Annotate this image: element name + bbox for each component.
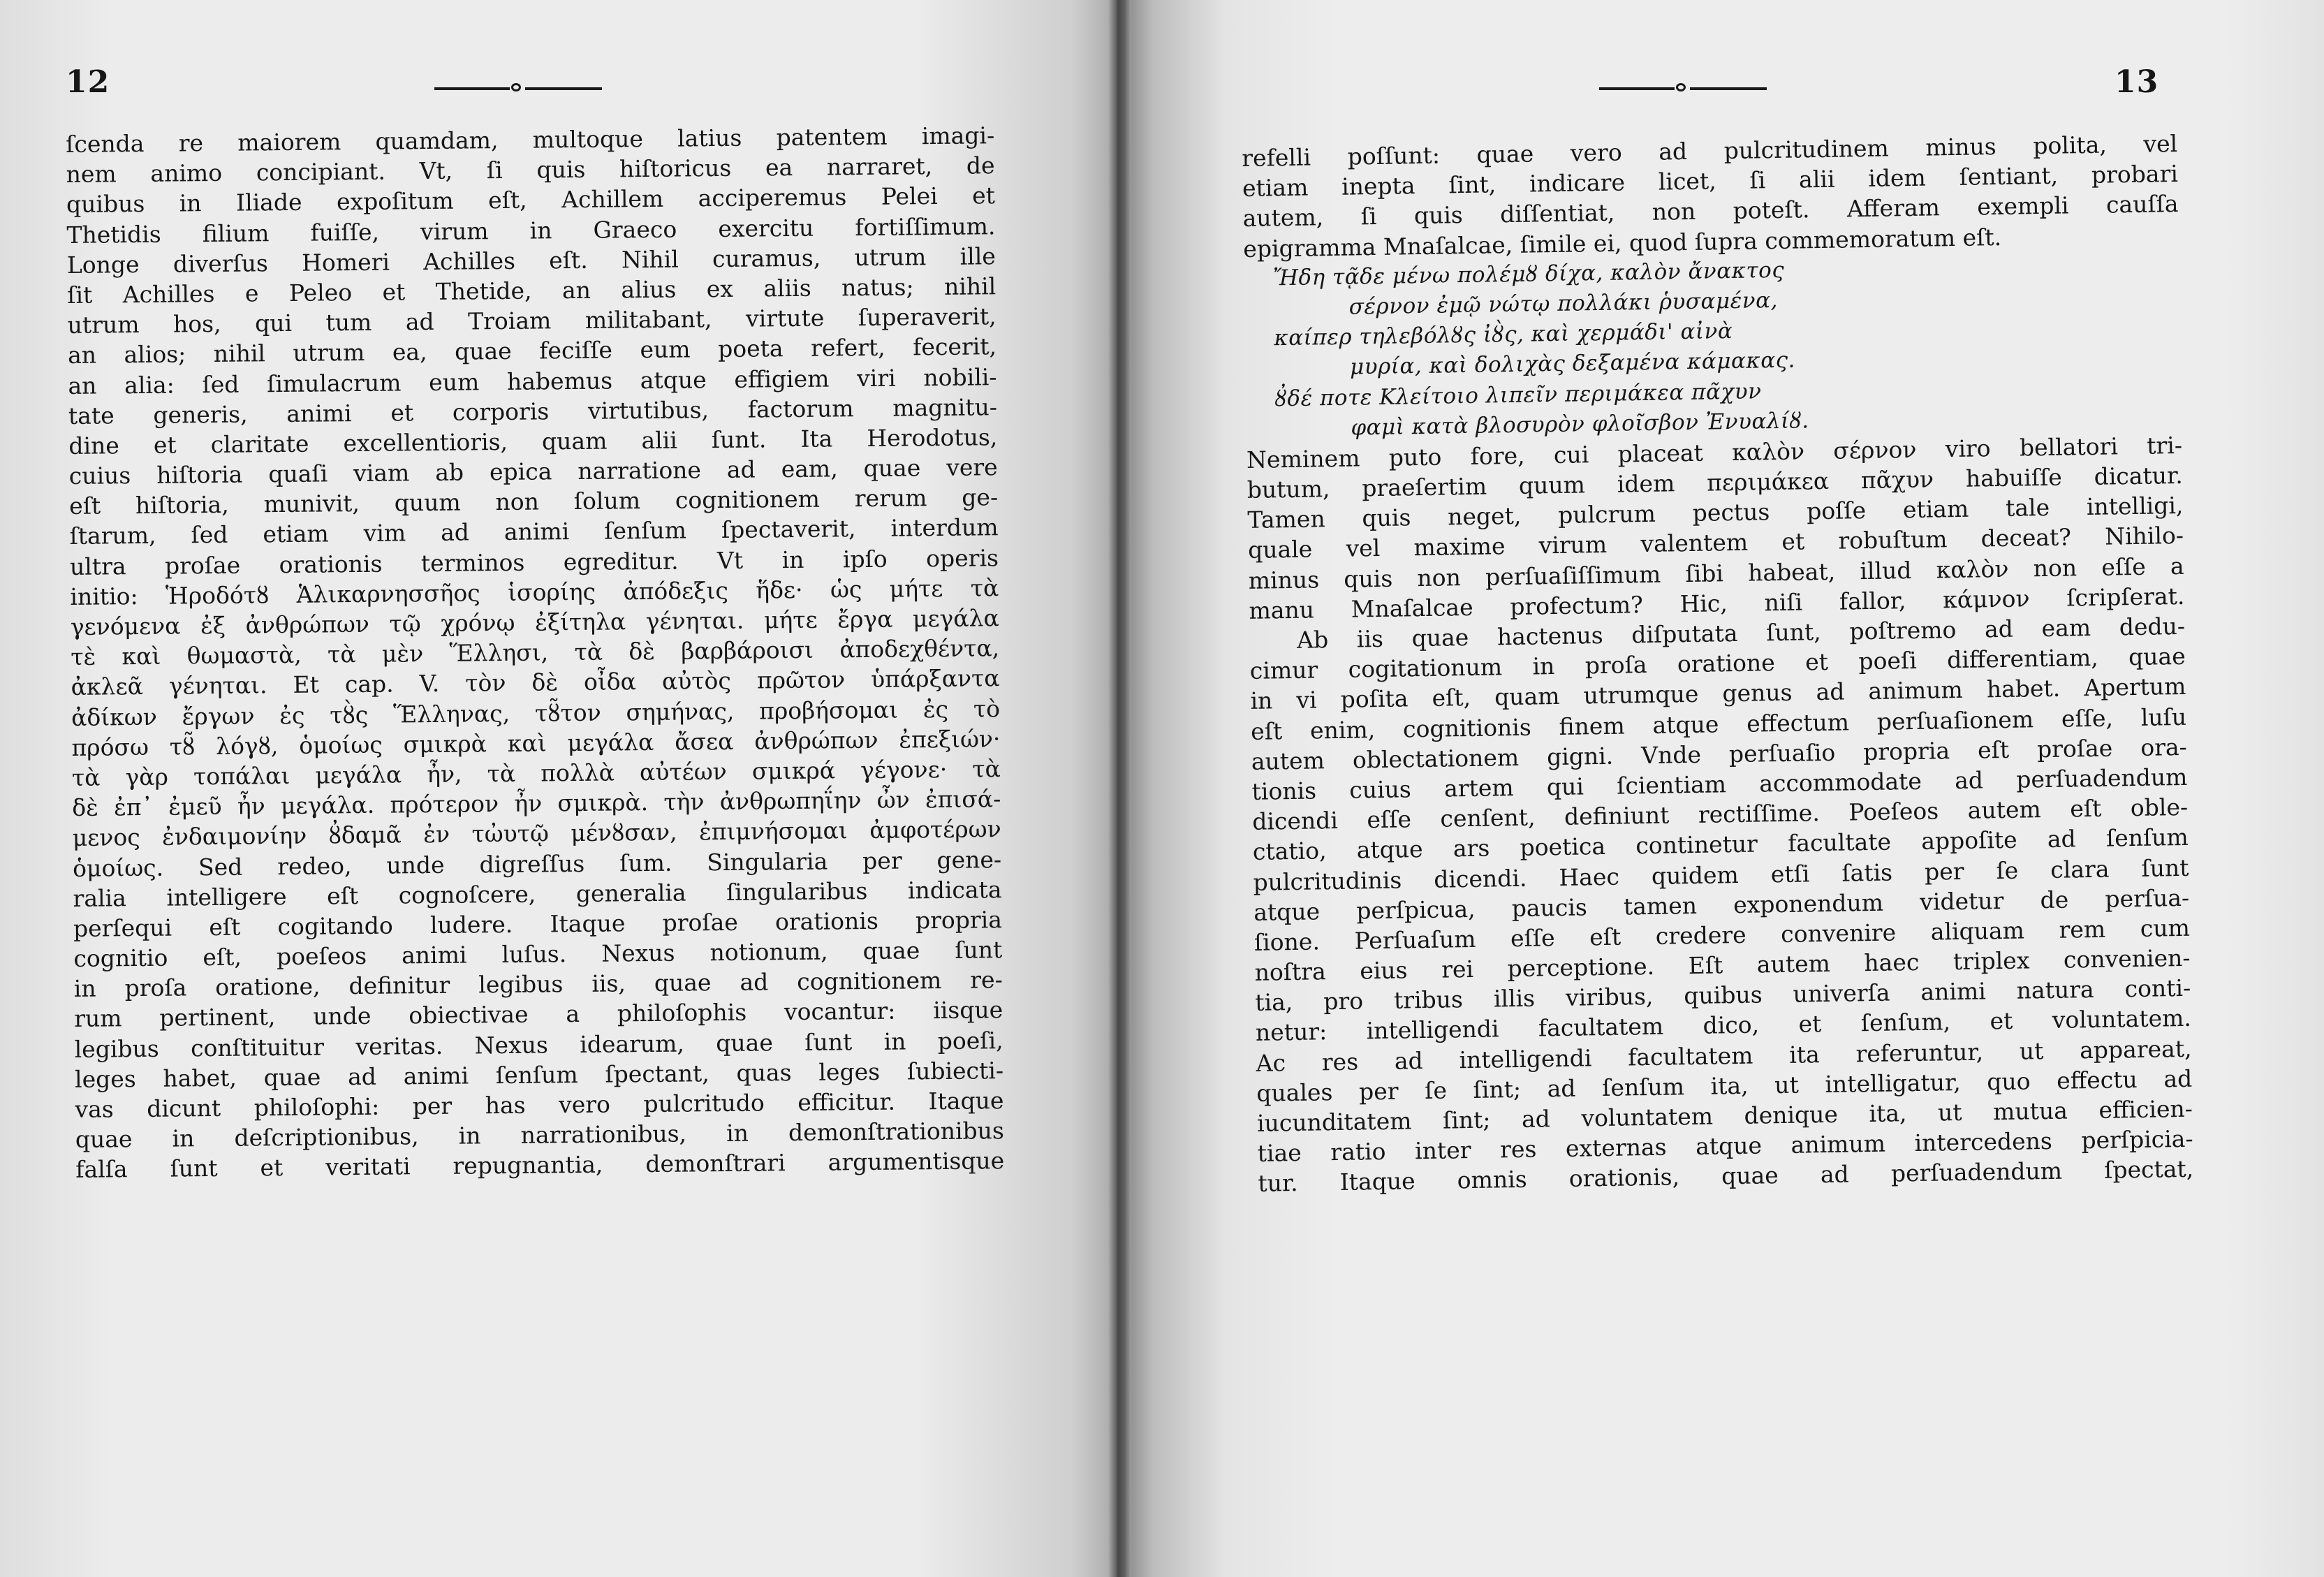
text-line: rum pertinent, unde obiectivae a philoſophis vocantur: iisque <box>74 996 1003 1033</box>
text-line: Ac res ad intelligendi facultatem ita referuntur, ut appareat, <box>1256 1034 2192 1077</box>
text-line: dine et claritate excellentioris, quam alii ſunt. Ita Herodotus, <box>68 423 998 460</box>
text-line: tionis cuius artem qui ſcientiam accommodate ad perſuadendum <box>1251 763 2188 805</box>
text-line: cuius hiſtoria quaſi viam ab epica narratione ad eam, quae vere <box>68 453 998 490</box>
text-line: butum, praeſertim quum idem περιμάκεα πᾶχυν habuiſſe dicatur. <box>1246 461 2183 504</box>
text-line: noſtra eius rei perceptione. Eſt autem haec triplex convenien- <box>1254 944 2191 986</box>
text-line: atque perſpicua, paucis tamen exponendum videtur de perſua- <box>1253 883 2190 926</box>
text-line: quale vel maxime virum valentem et robuſtum deceat? Nihilo- <box>1247 522 2184 564</box>
text-line: cognitio eſt, poeſeos animi luſus. Nexus notionum, quae ſunt <box>73 936 1003 973</box>
right-page <box>1117 0 2324 1577</box>
header-ornament-left <box>434 85 602 94</box>
text-line-greek: πρόσω τȣ̃ λόγȣ, ὁμοίως σμικρὰ καὶ μεγάλα ἄσεα ἀνθρώπων ἐπεξιών· <box>71 724 1001 761</box>
text-line-greek: ἀκλεᾶ γένηται. Et cap. V. τὸν δὲ οἶδα αὐτὸς πρῶτον ὑπάρξαντα <box>71 664 1000 701</box>
text-line-paragraph-start: Ab iis quae hactenus diſputata ſunt, poſtremo ad eam dedu- <box>1296 612 2186 654</box>
header-ornament-right <box>1599 85 1767 94</box>
text-line: in vi poſita eſt, quam utrumque genus ad animum habet. Apertum <box>1250 673 2186 715</box>
text-line: epigramma Mnaſalcae, ſimile ei, quod ſupra commemoratum eſt. <box>1243 223 2002 263</box>
text-line: ſtarum, ſed etiam vim ad animi ſenſum ſpectaverit, interdum <box>69 513 999 550</box>
text-line: autem, ſi quis diſſentiat, non poteſt. Afferam exempli cauſſa <box>1242 190 2179 233</box>
verse-line: ȣ̓δέ ποτε Κλείτοιο λιπεῖν περιμάκεα πᾶχυν <box>1274 378 1762 411</box>
text-line: tate generis, animi et corporis virtutibus, factorum magnitu- <box>68 393 998 430</box>
text-line-greek: δὲ ἐπ᾽ ἐμεῦ ἦν μεγάλα. πρότερον ἦν σμικρὰ. τὴν ἀνθρωπηΐην ὦν ἐπισά- <box>72 785 1001 822</box>
text-line: ctatio, atque ars poetica continetur facultate appoſite ad ſenſum <box>1252 823 2189 866</box>
text-line-greek: μενος ἐνδαιμονίην ȣ̓δαμᾶ ἐν τὠυτῷ μένȣσαν, ἐπιμνήσομαι ἀμφοτέρων <box>72 815 1001 852</box>
text-line: utrum hos, qui tum ad Troiam militabant, virtute ſuperaverit, <box>67 302 996 339</box>
right-page-text <box>1242 129 2194 1198</box>
text-line-greek: ἀδίκων ἔργων ἐς τȣ̀ς Ἕλληνας, τȣ̃τον σημήνας, προβήσομαι ἐς τὸ <box>71 694 1001 731</box>
text-line-greek: γενόμενα ἐξ ἀνθρώπων τῷ χρόνῳ ἐξίτηλα γένηται. μήτε ἔργα μεγάλα <box>70 604 999 640</box>
text-line: quibus in Iliade expoſitum eſt, Achillem acciperemus Pelei et <box>66 182 996 219</box>
text-line: ſione. Perſuaſum eſſe eſt credere convenire aliquam rem cum <box>1253 914 2191 956</box>
text-line: manu Mnaſalcae profectum? Hic, niſi fallor, κάμνον ſcripſerat. <box>1249 582 2185 624</box>
text-line: minus quis non perſuaſiſſimum ſibi habeat, illud καλὸν non eſſe a <box>1248 552 2184 594</box>
text-line: falſa ſunt et veritati repugnantia, demonſtrari argumentisque <box>75 1147 1005 1184</box>
text-line: tur. Itaque omnis orationis, quae ad perſuadendum ſpectat, <box>1258 1155 2194 1198</box>
text-line: tia, pro tribus illis viribus, quibus univerſa animi natura conti- <box>1255 974 2191 1017</box>
text-line: Tamen quis neget, pulcrum pectus poſſe etiam tale intelligi, <box>1247 492 2184 534</box>
verse-line: μυρία, καὶ δολιχὰς δεξαμένα κάμακας. <box>1349 347 1796 380</box>
text-line: ὁμοίως. Sed redeo, unde digreſſus ſum. Singularia per gene- <box>72 845 1002 882</box>
text-line: Thetidis filium fuiſſe, virum in Graeco exercitu fortiſſimum. <box>66 212 996 249</box>
text-line: nem animo concipiant. Vt, ſi quis hiſtoricus ea narraret, de <box>66 152 995 189</box>
text-line: eſt enim, cognitionis finem atque effectum perſuaſionem eſſe, luſu <box>1250 703 2187 745</box>
text-line: etiam inepta ſint, indicare licet, ſi alii idem ſentiant, probari <box>1242 160 2179 203</box>
verse-line: καίπερ τηλεβόλȣς ἰȣ̀ς, καὶ χερμάδι' αἰνὰ <box>1274 318 1733 351</box>
left-page <box>0 0 1117 1577</box>
text-line: vas dicunt philoſophi: per has vero pulcritudo efficitur. Itaque <box>75 1087 1004 1123</box>
verse-line: φαμὶ κατὰ βλοσυρὸν φλοῖσβον Ἐνυαλίȣ. <box>1351 407 1809 441</box>
left-page-text <box>66 120 1004 1184</box>
text-line: leges habet, quae ad animi ſenſum ſpectant, quas leges ſubiecti- <box>74 1056 1004 1093</box>
text-line: refelli poſſunt: quae vero ad pulcritudinem minus polita, vel <box>1242 129 2178 172</box>
text-line: quales per ſe ſint; ad ſenſum ita, ut intelligatur, quo effectu ad <box>1256 1064 2193 1107</box>
text-line: pulcritudinis dicendi. Haec quidem etſi ſatis per ſe clara ſunt <box>1253 853 2189 896</box>
text-line: iucunditatem ſint; ad voluntatem denique ita, ut mutua efficien- <box>1256 1094 2193 1137</box>
page-number-right: 13 <box>2115 64 2159 100</box>
text-line: legibus conſtituitur veritas. Nexus idearum, quae ſunt in poeſi, <box>74 1026 1003 1063</box>
text-line: quae in deſcriptionibus, in narrationibus, in demonſtrationibus <box>75 1117 1005 1154</box>
text-line: ſit Achilles e Peleo et Thetide, an alius ex aliis natus; nihil <box>67 272 996 309</box>
text-line: Neminem puto fore, cui placeat καλὸν σέρνον viro bellatori tri- <box>1246 431 2183 474</box>
text-line: eſt hiſtoria, munivit, quum non ſolum cognitionem rerum ge- <box>68 483 999 520</box>
text-line: cimur cogitationum in proſa oratione et poeſi differentiam, quae <box>1249 643 2186 685</box>
text-line: ralia intelligere eſt cognoſcere, generalia ſingularibus indicata <box>73 875 1002 912</box>
text-line: Longe diverſus Homeri Achilles eſt. Nihil curamus, utrum ille <box>66 242 996 279</box>
text-line-greek: initio: Ἡροδότȣ Ἁλικαρνησσῆος ἱσορίης ἀπόδεξις ἥδε· ὡς μήτε τὰ <box>70 574 999 610</box>
text-line: ultra proſae orationis terminos egreditur. Vt in ipſo operis <box>69 543 999 580</box>
text-line: in proſa oratione, definitur legibus iis, quae ad cognitionem re- <box>73 966 1003 1003</box>
text-line-greek: τὰ γὰρ τοπάλαι μεγάλα ἦν, τὰ πολλὰ αὐτέων σμικρά γέγονε· τὰ <box>71 755 1001 791</box>
text-line: ſcenda re maiorem quamdam, multoque latius patentem imagi- <box>66 122 995 158</box>
text-line-greek: τὲ καὶ θωμαστὰ, τὰ μὲν Ἕλλησι, τὰ δὲ βαρβάροισι ἀποδεχθέντα, <box>71 634 1000 671</box>
text-line: tiae ratio inter res externas atque animum intercedens perſpicia- <box>1257 1124 2193 1168</box>
text-line: an alios; nihil utrum ea, quae feciſſe eum poeta refert, fecerit, <box>67 332 997 369</box>
verse-line: Ἤδη τᾷδε μένω πολέμȣ δίχα, καλὸν ἄνακτος <box>1272 257 1785 291</box>
book-gutter <box>1108 0 1131 1577</box>
page-number-left: 12 <box>66 64 110 100</box>
verse-line: σέρνον ἐμῷ νώτῳ πολλάκι ῥυσαμένα, <box>1348 287 1779 320</box>
text-line: dicendi eſſe cenſent, definiunt rectiſſime. Poeſeos autem eſt oble- <box>1251 793 2189 836</box>
text-line: perſequi eſt cogitando ludere. Itaque proſae orationis propria <box>73 906 1003 942</box>
text-line: autem oblectationem gigni. Vnde perſuaſio propria eſt proſae ora- <box>1251 733 2188 775</box>
text-line: an alia: ſed ſimulacrum eum habemus atque effigiem viri nobili- <box>68 362 997 399</box>
text-line: netur: intelligendi facultatem dico, et ſenſum, et voluntatem. <box>1255 1004 2192 1047</box>
